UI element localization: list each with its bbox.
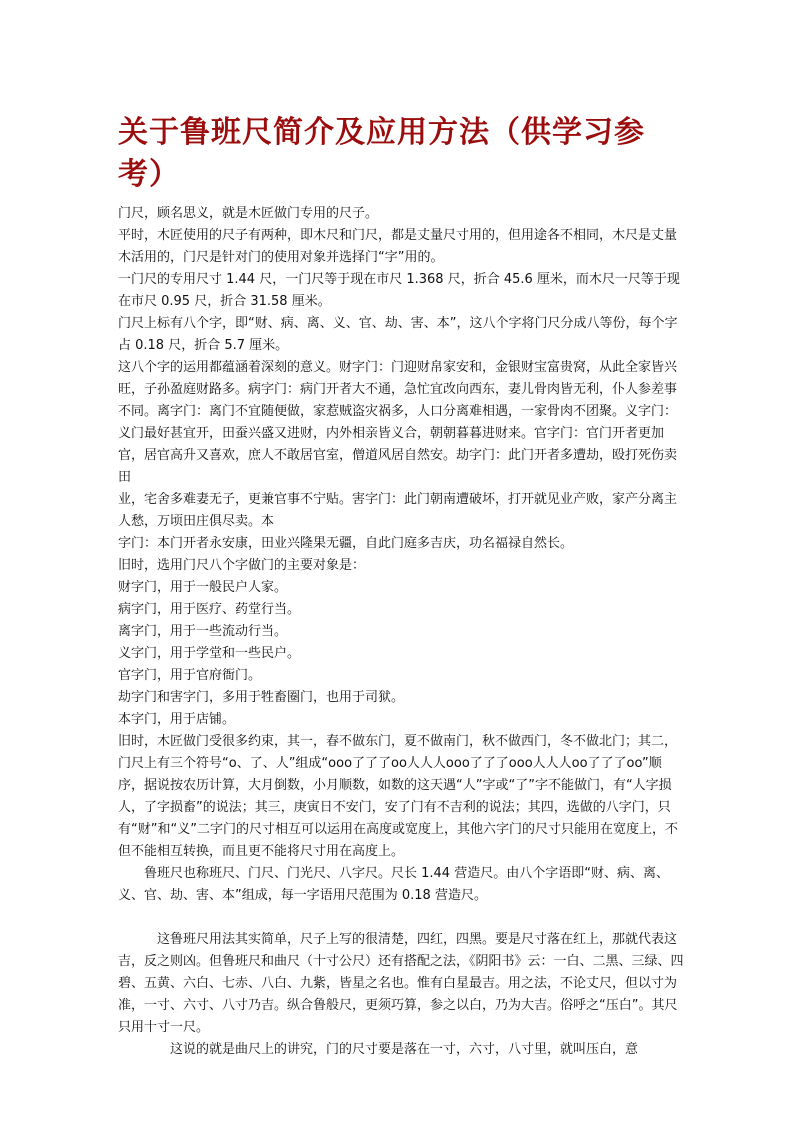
- paragraph: 这说的就是曲尺上的讲究，门的尺寸要是落在一寸，六寸，八寸里，就叫压白，意: [170, 1042, 639, 1057]
- paragraph: 门尺上标有八个字，即“财、病、离、义、官、劫、害、本”，这八个字将门尺分成八等份，每个字占 0.18 尺，折合 5.7 厘米。: [118, 316, 678, 353]
- paragraph: 鲁班尺也称班尺、门尺、门光尺、八字尺。尺长 1.44 营造尺。由八个字语即“财、病、离、义、官、劫、害、本”组成，每一字语用尺范围为 0.18 营造尺。: [118, 866, 669, 903]
- document-body: [118, 203, 686, 1061]
- paragraph: 业，宅舍多难妻无子，更兼官事不宁贴。害字门：此门朝南遭破坏，打开就见业产败，家产分离主人愁，万顷田庄俱尽卖。本: [118, 492, 678, 529]
- list-item: 财字门，用于一般民户人家。: [118, 580, 288, 595]
- document-title: 关于鲁班尺简介及应用方法（供学习参考）: [118, 115, 645, 192]
- paragraph: 这鲁班尺用法其实简单，尺子上写的很清楚，四红，四黑。要是尺寸落在红上，那就代表这吉，反之则凶。但鲁班尺和曲尺（十寸公尺）还有搭配之法，《阴阳书》云：一白、二黑、三绿、四碧、五黄、六白、七赤、八白、九紫，皆星之名也。惟有白星最吉。用之法，不论丈尺，但以寸为准，一寸、六寸、八寸乃吉。纵合鲁般尺，更须巧算，参之以白，乃为大吉。俗呼之“压白”。其尺只用十寸一尺。: [118, 932, 684, 1035]
- paragraph: 平时，木匠使用的尺子有两种，即木尺和门尺，都是丈量尺寸用的，但用途各不相同，木尺是丈量木活用的，门尺是针对门的使用对象并选择门“字”用的。: [118, 228, 678, 265]
- list-item: 病字门，用于医疗、药堂行当。: [118, 602, 301, 617]
- paragraph: 一门尺的专用尺寸 1.44 尺，一门尺等于现在市尺 1.368 尺，折合 45.6 厘米，而木尺一尺等于现在市尺 0.95 尺，折合 31.58 厘米。: [118, 272, 680, 309]
- list-item: 官字门，用于官府衙门。: [118, 668, 262, 683]
- paragraph: 这八个字的运用都蕴涵着深刻的意义。财字门：门迎财帛家安和，金银财宝富贵窝，从此全家皆兴旺，子孙盈庭财路多。病字门：病门开者大不通，急忙宜改向西东，妻儿骨肉皆无利，仆人参差事不同。离字门：离门不宜随便做，家惹贼盗灾祸多，人口分离难相遇，一家骨肉不团聚。义字门：义门最好甚宜开，田蚕兴盛又进财，内外相亲皆义合，朝朝暮暮进财来。官字门：官门开者更加官，居官高升又喜欢，庶人不敢居官室，僧道风居自然安。劫字门：此门开者多遭劫，殴打死伤卖田: [118, 360, 678, 485]
- list-item: 义字门，用于学堂和一些民户。: [118, 646, 301, 661]
- paragraph: 字门：本门开者永安康，田业兴隆果无疆，自此门庭多吉庆，功名福禄自然长。: [118, 536, 574, 551]
- paragraph: 门尺，顾名思义，就是木匠做门专用的尺子。: [118, 206, 379, 221]
- list-item: 劫字门和害字门，多用于牲畜圈门，也用于司狱。: [118, 690, 405, 705]
- paragraph: 旧时，选用门尺八个字做门的主要对象是：: [118, 558, 366, 573]
- list-item: 离字门，用于一些流动行当。: [118, 624, 288, 639]
- list-item: 本字门，用于店铺。: [118, 712, 236, 727]
- paragraph: 旧时，木匠做门受很多约束，其一，春不做东门，夏不做南门，秋不做西门，冬不做北门；其二，门尺上有三个符号“o、了、人”组成“ooo了了了oo人人人ooo了了了ooo人人人oo了了了oo”顺序，据说按农历计算，大月倒数，小月顺数，如数的这天遇“人”字或“了”字不能做门，有“人字损人，了字损畜”的说法；其三，庚寅日不安门，安了门有不吉利的说法；其四，选做的八字门，只有“财”和“义”二字门的尺寸相互可以运用在高度或宽度上，其他六字门的尺寸只能用在宽度上，不但不能相互转换，而且更不能将尺寸用在高度上。: [118, 734, 678, 859]
